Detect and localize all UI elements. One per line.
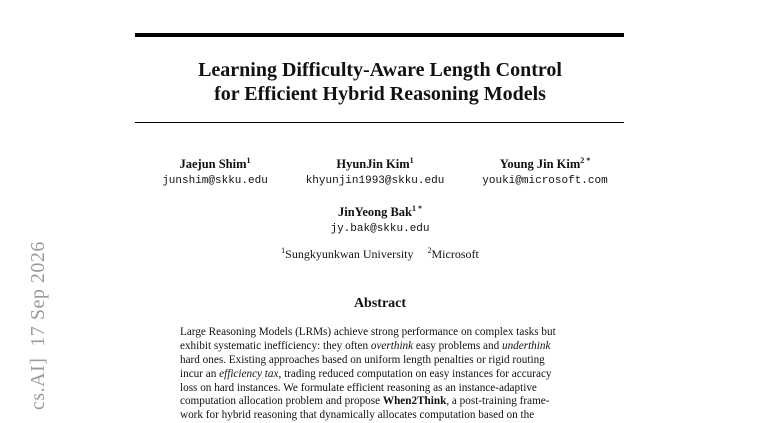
author-affil-mark: 1 * [411, 203, 422, 213]
author-block [145, 157, 285, 188]
abstract-text: incur an [180, 367, 220, 380]
abstract-body [180, 326, 580, 423]
paper-title-line-1: Learning Difficulty-Aware Length Control [198, 59, 562, 81]
title-bottom-rule [135, 122, 624, 123]
abstract-line [180, 340, 580, 354]
abstract-line [180, 326, 580, 340]
abstract-line [180, 354, 580, 368]
emphasized-term: overthink [370, 339, 414, 352]
author-block [310, 205, 450, 236]
top-rule [135, 33, 624, 37]
author-affil-mark: 1 [409, 155, 414, 165]
abstract-text: , a post-training frame- [446, 395, 550, 408]
method-name: When2Think [382, 395, 447, 408]
author-email: youki@microsoft.com [482, 175, 608, 187]
abstract-line [180, 409, 580, 423]
author-email: junshim@skku.edu [162, 175, 268, 187]
abstract-line [180, 382, 580, 396]
emphasized-term: underthink [501, 339, 551, 352]
author-block [290, 157, 460, 188]
author-block [465, 157, 625, 188]
abstract-text: , trading reduced computation on easy instances for accuracy [278, 367, 552, 380]
abstract-text: exhibit systematic inefficiency: they often [180, 339, 371, 352]
abstract-text: Large Reasoning Models (LRMs) achieve strong performance on complex tasks but [180, 326, 556, 338]
abstract-heading: Abstract [353, 296, 407, 311]
author-affil-mark: 2 * [580, 155, 591, 165]
author-name: JinYeong Bak [338, 205, 412, 219]
author-name: HyunJin Kim [336, 157, 410, 171]
paper-title-line-2: for Efficient Hybrid Reasoning Models [214, 83, 546, 105]
affiliation-name: Sungkyunkwan University [285, 247, 414, 261]
author-name: Jaejun Shim [179, 157, 247, 171]
abstract-text: hard ones. Existing approaches based on uniform length penalties or rigid routing [180, 353, 545, 366]
abstract-text: computation allocation problem and propose [180, 395, 383, 408]
author-name: Young Jin Kim [499, 157, 581, 171]
author-email: jy.bak@skku.edu [330, 223, 430, 235]
arxiv-stamp: cs.AI] 17 Sep 2026 [27, 241, 49, 410]
affiliations [0, 247, 760, 262]
emphasized-term: efficiency tax [219, 367, 279, 380]
abstract-line [180, 395, 580, 409]
abstract-text: loss on hard instances. We formulate efficient reasoning as an instance-adaptive [180, 381, 537, 394]
abstract-text: work for hybrid reasoning that dynamically allocates computation based on the [180, 409, 535, 422]
author-affil-mark: 1 [246, 155, 251, 165]
abstract-text: easy problems and [413, 339, 502, 352]
affiliation-mark: 2 [427, 246, 432, 255]
author-email: khyunjin1993@skku.edu [305, 175, 445, 187]
abstract-line [180, 368, 580, 382]
affiliation-mark: 1 [281, 246, 286, 255]
affiliation-name: Microsoft [431, 247, 479, 261]
